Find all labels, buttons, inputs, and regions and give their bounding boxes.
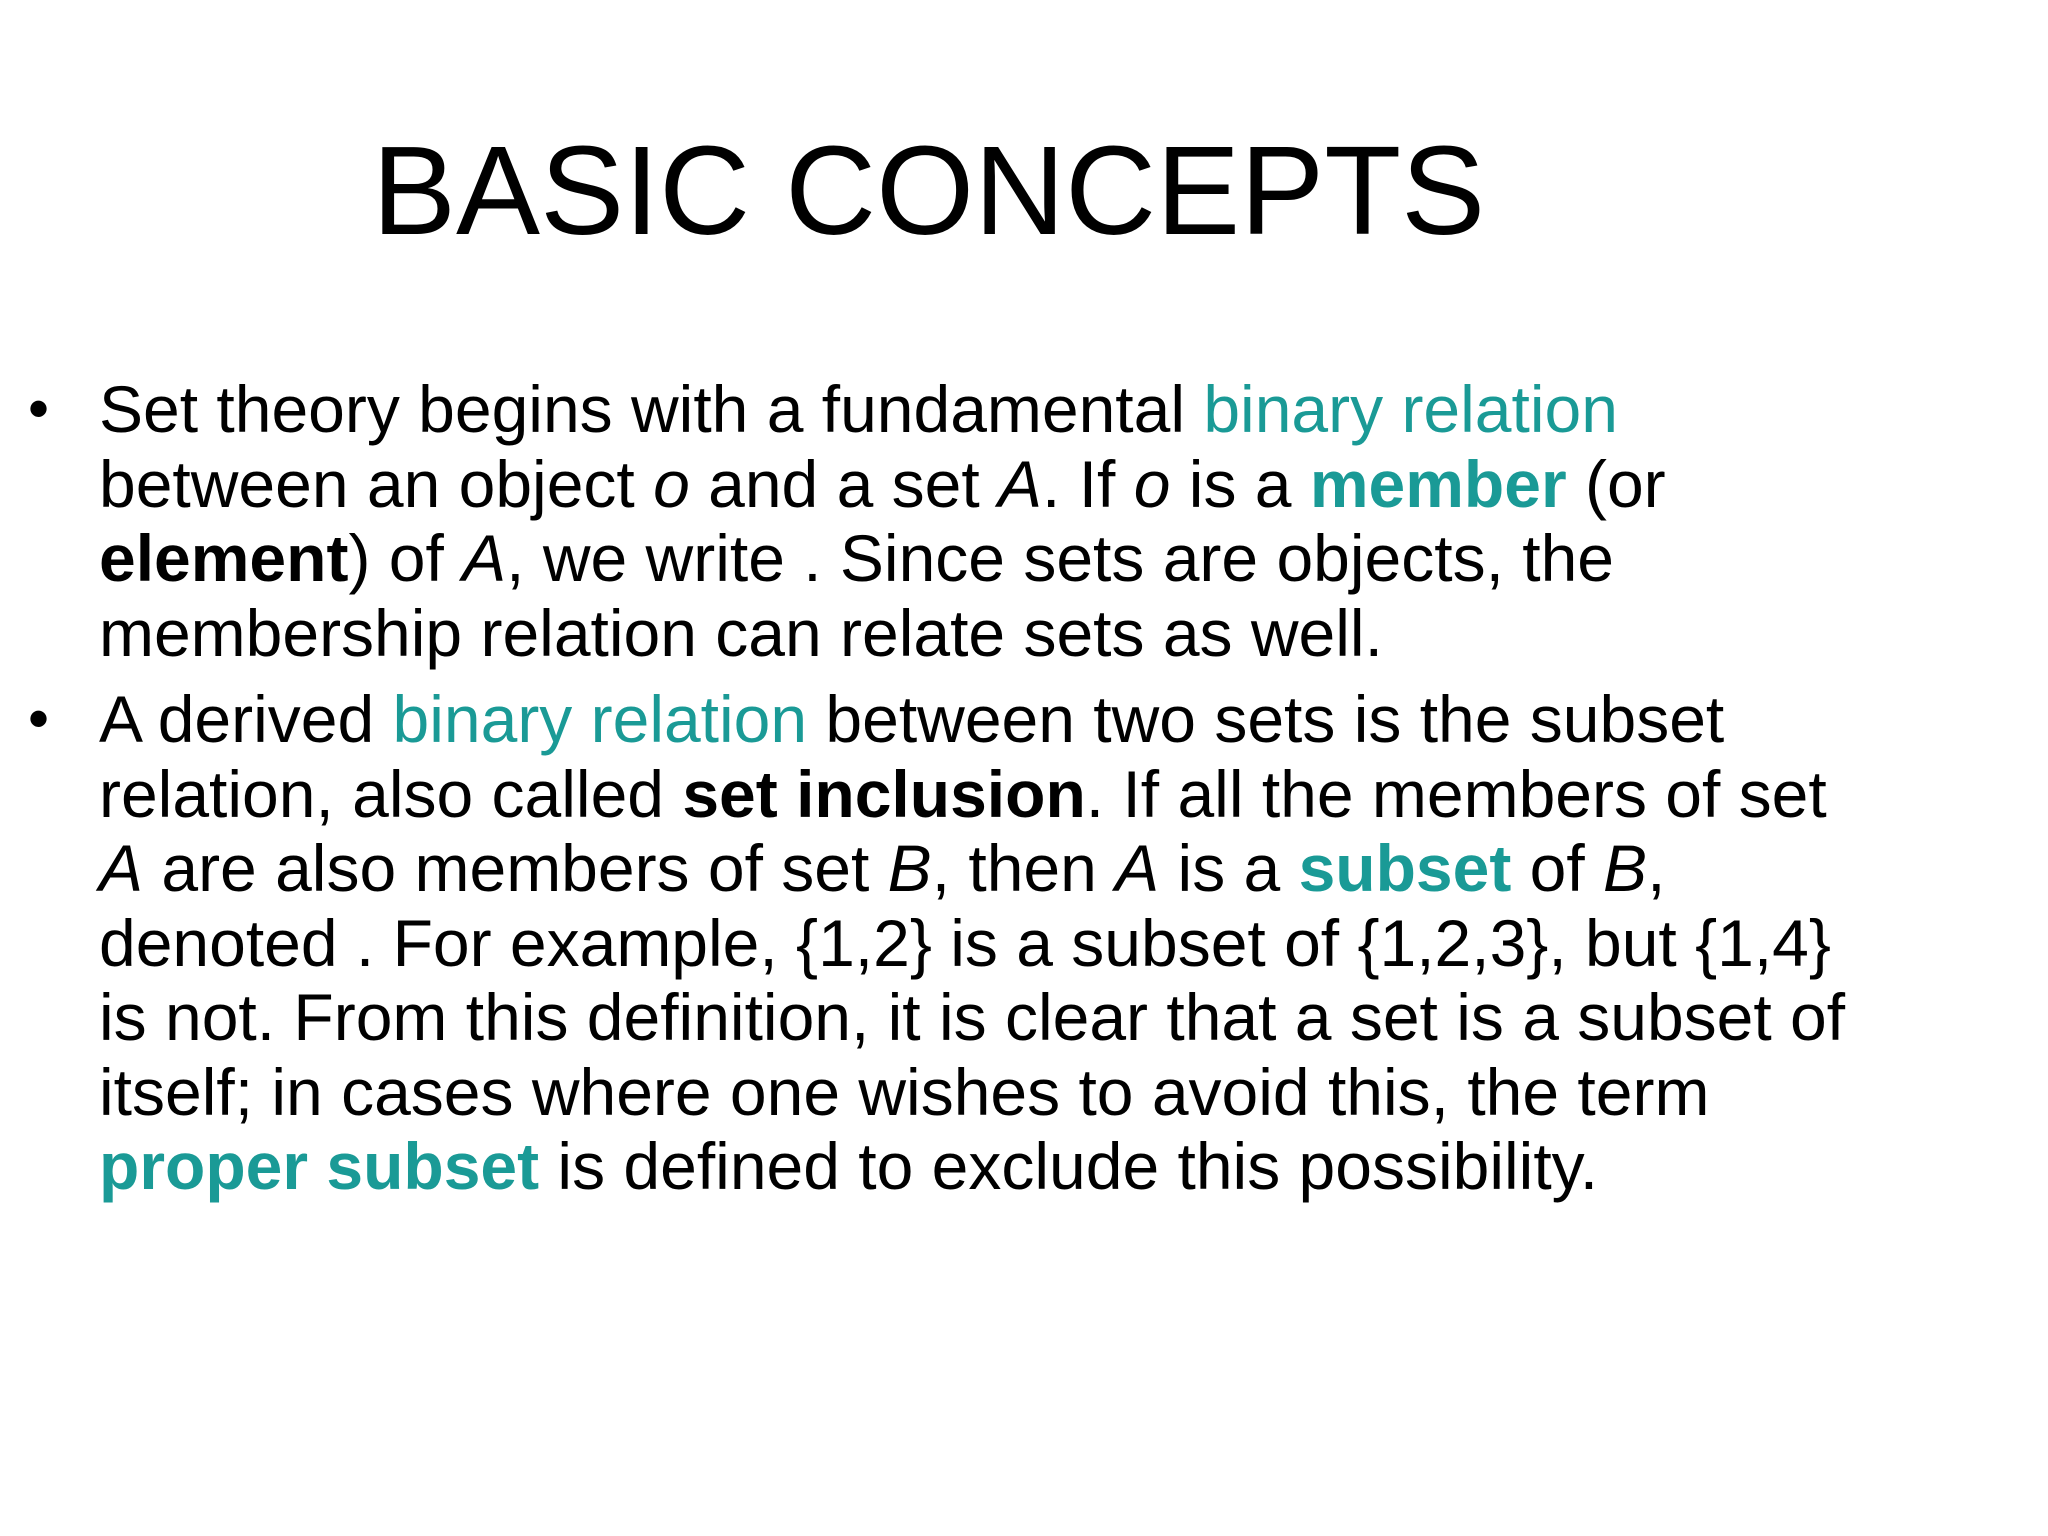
text-run: , denoted . For example, {1,2} is a subset of {1,2,3}, but {1,4} is not. From this definition, it is clear that a set is a subset of itself; in cases where one wishes to avoid this, the term	[99, 831, 1846, 1129]
text-run: is defined to exclude this possibility.	[539, 1129, 1599, 1203]
bullet-item-membership	[0, 372, 1880, 670]
slide-title: BASIC CONCEPTS	[372, 120, 1486, 261]
binary-relation-link[interactable]: binary relation	[392, 682, 808, 756]
var-a: A	[998, 446, 1043, 521]
var-a: A	[462, 521, 507, 595]
text-run: (or	[1566, 446, 1666, 521]
var-b: B	[887, 831, 932, 905]
var-a: A	[99, 831, 144, 905]
bullet-icon: •	[28, 375, 50, 442]
text-run: , we write . Since sets are objects, the membership relation can relate sets as well.	[99, 521, 1614, 670]
term-element: element	[99, 521, 349, 595]
var-o: o	[1133, 446, 1171, 521]
bullet-item-subset	[0, 682, 1880, 1204]
text-run: Set theory begins with a fundamental	[99, 372, 1204, 446]
term-subset: subset	[1298, 831, 1512, 905]
text-run: of	[1511, 831, 1604, 905]
text-run: . If	[1042, 446, 1134, 521]
text-run: between an object	[99, 446, 654, 521]
binary-relation-link[interactable]: binary relation	[1203, 372, 1618, 446]
text-run: , then	[931, 831, 1116, 905]
text-run: is a	[1159, 831, 1299, 905]
text-run: is a	[1170, 446, 1310, 521]
term-set-inclusion: set inclusion	[682, 756, 1086, 831]
text-run: are also members of set	[143, 831, 888, 905]
text-run: between two sets is the subset relation, also called	[99, 682, 1725, 831]
var-o: o	[653, 446, 690, 521]
text-run: ) of	[348, 521, 463, 595]
term-proper-subset: proper subset	[99, 1129, 540, 1203]
text-run: and a set	[689, 446, 999, 521]
text-run: A derived	[99, 682, 393, 756]
var-a: A	[1115, 831, 1160, 905]
text-run: . If all the members of set	[1085, 756, 1827, 831]
term-member: member	[1309, 446, 1567, 521]
bullet-list	[0, 372, 1880, 1216]
bullet-icon: •	[28, 685, 50, 752]
var-b: B	[1603, 831, 1648, 905]
